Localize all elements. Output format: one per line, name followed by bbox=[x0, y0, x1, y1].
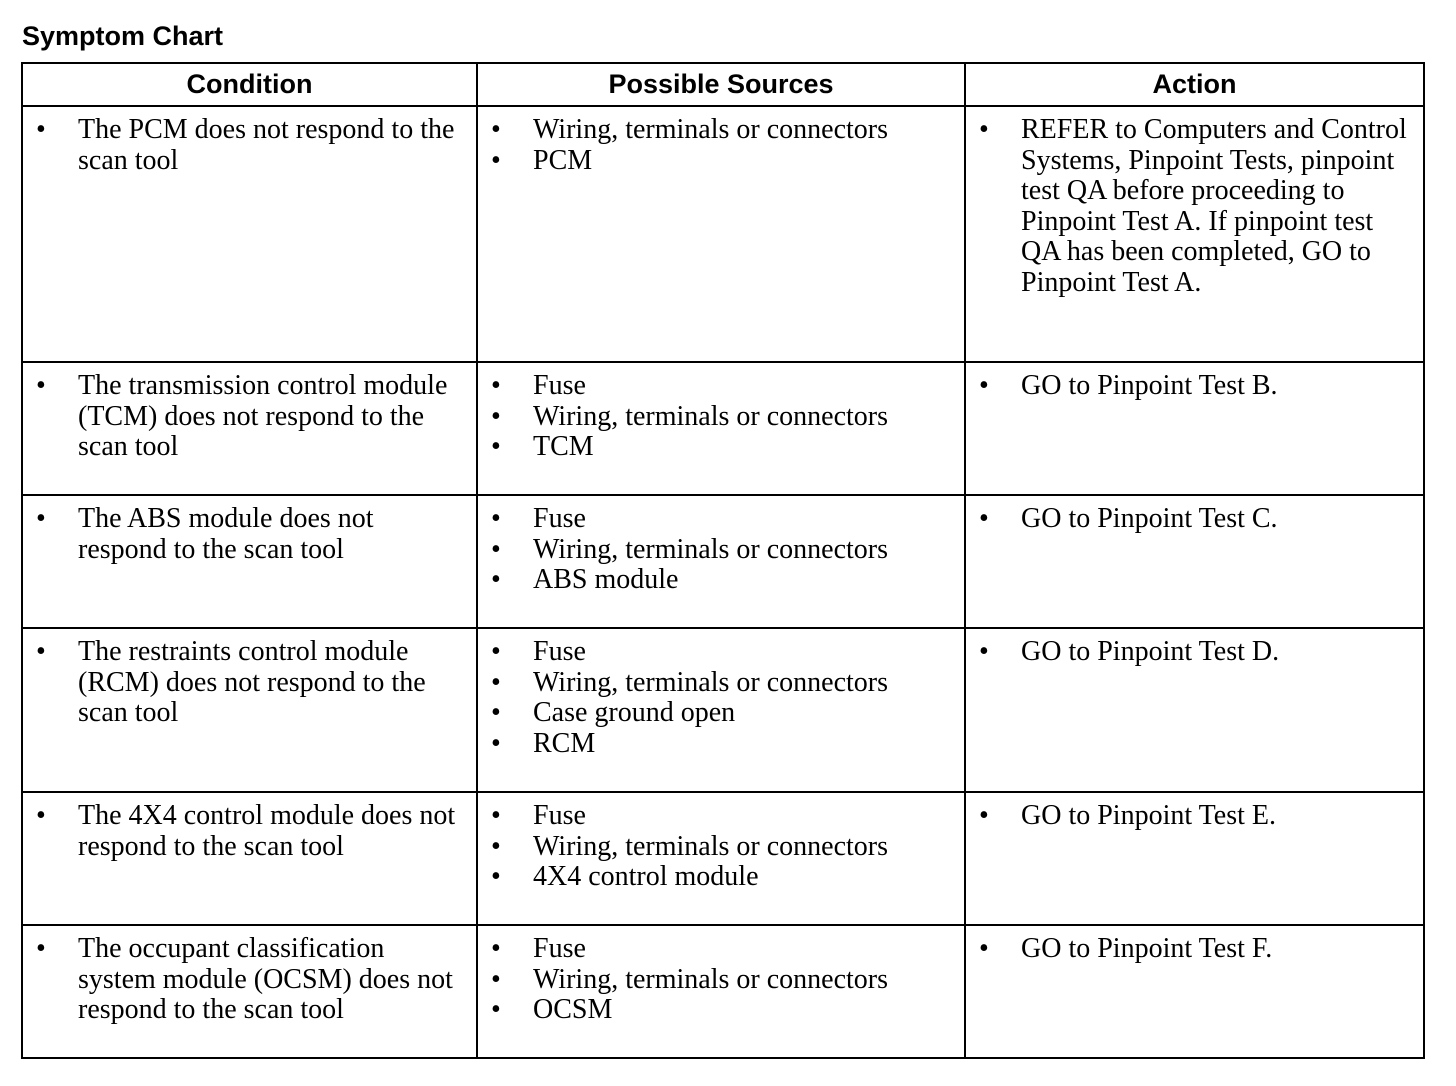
table-row bbox=[22, 925, 1424, 1058]
action-cell bbox=[965, 792, 1424, 925]
header-condition: Condition bbox=[22, 63, 477, 106]
source-item: • Fuse bbox=[486, 371, 956, 402]
condition-cell bbox=[22, 628, 477, 792]
symptom-chart-table bbox=[21, 62, 1425, 1059]
source-item: • Wiring, terminals or connectors bbox=[486, 115, 956, 146]
sources-cell bbox=[477, 925, 965, 1058]
action-cell bbox=[965, 362, 1424, 495]
source-item: • TCM bbox=[486, 432, 956, 463]
table-row bbox=[22, 495, 1424, 628]
source-item: • Fuse bbox=[486, 637, 956, 668]
condition-cell bbox=[22, 362, 477, 495]
source-item: • Wiring, terminals or connectors bbox=[486, 535, 956, 566]
condition-text: • The PCM does not respond to the scan tool bbox=[31, 115, 468, 176]
source-item: • Wiring, terminals or connectors bbox=[486, 668, 956, 699]
header-action: Action bbox=[965, 63, 1424, 106]
action-text: • GO to Pinpoint Test C. bbox=[974, 504, 1415, 535]
header-row bbox=[22, 63, 1424, 106]
page-title: Symptom Chart bbox=[22, 21, 224, 51]
sources-cell bbox=[477, 495, 965, 628]
action-cell bbox=[965, 495, 1424, 628]
source-item: • 4X4 control module bbox=[486, 862, 956, 893]
condition-text: • The 4X4 control module does not respond to the scan tool bbox=[31, 801, 468, 862]
sources-cell bbox=[477, 628, 965, 792]
table-row bbox=[22, 792, 1424, 925]
action-text: • GO to Pinpoint Test B. bbox=[974, 371, 1415, 402]
condition-cell bbox=[22, 106, 477, 362]
condition-cell bbox=[22, 792, 477, 925]
source-item: • Fuse bbox=[486, 801, 956, 832]
condition-text: • The ABS module does not respond to the scan tool bbox=[31, 504, 468, 565]
source-item: • Wiring, terminals or connectors bbox=[486, 965, 956, 996]
source-item: • Wiring, terminals or connectors bbox=[486, 402, 956, 433]
sources-cell bbox=[477, 792, 965, 925]
condition-text: • The restraints control module (RCM) does not respond to the scan tool bbox=[31, 637, 468, 729]
header-possible-sources: Possible Sources bbox=[477, 63, 965, 106]
condition-cell bbox=[22, 495, 477, 628]
source-item: • Wiring, terminals or connectors bbox=[486, 832, 956, 863]
action-text: • GO to Pinpoint Test D. bbox=[974, 637, 1415, 668]
table-row bbox=[22, 362, 1424, 495]
source-item: • RCM bbox=[486, 729, 956, 760]
source-item: • PCM bbox=[486, 146, 956, 177]
table-row bbox=[22, 106, 1424, 362]
source-item: • OCSM bbox=[486, 995, 956, 1026]
sources-cell bbox=[477, 106, 965, 362]
table-row bbox=[22, 628, 1424, 792]
source-item: • Fuse bbox=[486, 934, 956, 965]
action-cell bbox=[965, 628, 1424, 792]
sources-cell bbox=[477, 362, 965, 495]
source-item: • Fuse bbox=[486, 504, 956, 535]
action-cell bbox=[965, 925, 1424, 1058]
action-text: • GO to Pinpoint Test E. bbox=[974, 801, 1415, 832]
condition-text: • The occupant classification system module (OCSM) does not respond to the scan tool bbox=[31, 934, 468, 1026]
source-item: • ABS module bbox=[486, 565, 956, 596]
condition-text: • The transmission control module (TCM) does not respond to the scan tool bbox=[31, 371, 468, 463]
source-item: • Case ground open bbox=[486, 698, 956, 729]
condition-cell bbox=[22, 925, 477, 1058]
action-text: • REFER to Computers and Control Systems, Pinpoint Tests, pinpoint test QA before proceeding to Pinpoint Test A. If pinpoint test QA has been completed, GO to Pinpoint Test A. bbox=[974, 115, 1415, 298]
action-text: • GO to Pinpoint Test F. bbox=[974, 934, 1415, 965]
action-cell bbox=[965, 106, 1424, 362]
